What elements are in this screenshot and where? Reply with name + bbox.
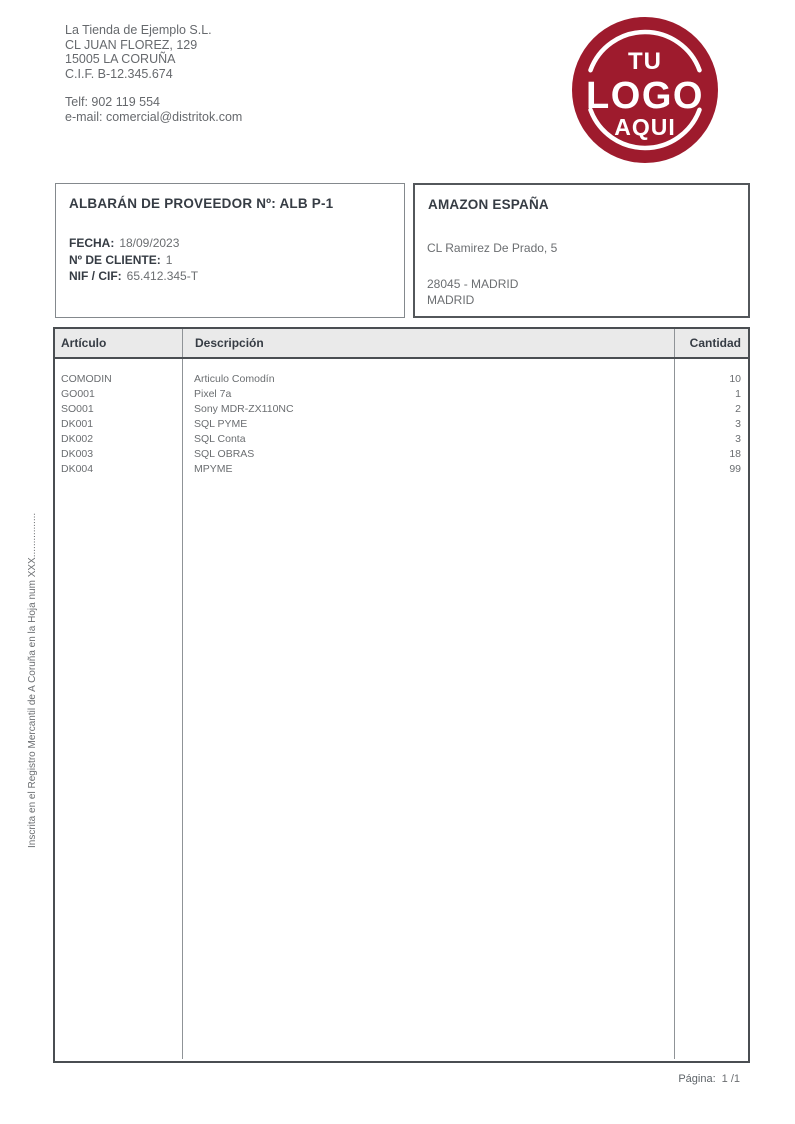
- customer-address: CL Ramirez De Prado, 5: [427, 241, 558, 255]
- company-cif: C.I.F. B-12.345.674: [65, 66, 173, 81]
- items-table-header: [55, 329, 748, 359]
- table-row: [55, 417, 748, 432]
- field-fecha-value: 18/09/2023: [119, 236, 180, 250]
- cell-cantidad: 1: [735, 388, 741, 400]
- field-nif: [69, 268, 198, 285]
- customer-name: AMAZON ESPAÑA: [428, 197, 549, 212]
- delivery-note-box: [55, 183, 405, 318]
- cell-descripcion: Pixel 7a: [194, 388, 232, 400]
- delivery-note-title: ALBARÁN DE PROVEEDOR Nº: ALB P-1: [69, 196, 334, 211]
- company-name: La Tienda de Ejemplo S.L.: [65, 23, 212, 37]
- table-row: [55, 462, 748, 477]
- cell-descripcion: MPYME: [194, 463, 233, 475]
- company-email: e-mail: comercial@distritok.com: [65, 109, 243, 124]
- customer-box: [413, 183, 750, 318]
- cell-cantidad: 3: [735, 418, 741, 430]
- cell-descripcion: Sony MDR-ZX110NC: [194, 403, 294, 415]
- registry-note: Inscrita en el Registro Mercantil de A Coruña en la Hoja num XXX................: [27, 512, 38, 848]
- logo-text-line2: LOGO: [586, 75, 704, 117]
- cell-articulo: SO001: [61, 403, 94, 415]
- column-divider: [182, 359, 183, 1059]
- cell-articulo: GO001: [61, 388, 95, 400]
- field-nif-value: 65.412.345-T: [126, 269, 199, 283]
- column-divider: [674, 359, 675, 1059]
- table-row: [55, 447, 748, 462]
- customer-location: [427, 276, 518, 308]
- page-footer: [678, 1073, 740, 1085]
- field-cliente-value: 1: [165, 252, 173, 267]
- header-descripcion: Descripción: [182, 329, 675, 357]
- company-info: [65, 23, 242, 125]
- cell-cantidad: 18: [729, 448, 741, 460]
- items-table: [53, 327, 750, 1063]
- cell-cantidad: 3: [735, 433, 741, 445]
- table-row: [55, 402, 748, 417]
- company-address-city: 15005 LA CORUÑA: [65, 52, 176, 67]
- cell-articulo: DK004: [61, 463, 94, 475]
- table-row: [55, 432, 748, 447]
- cell-descripcion: SQL Conta: [194, 433, 246, 445]
- company-phone: Telf: 902 119 554: [65, 95, 160, 110]
- cell-articulo: DK001: [61, 418, 94, 430]
- header-articulo: Artículo: [61, 336, 107, 350]
- company-logo: [572, 17, 718, 163]
- header-cantidad: Cantidad: [689, 336, 741, 350]
- field-fecha-label: FECHA:: [69, 236, 115, 250]
- table-row: [55, 387, 748, 402]
- customer-postal-city: 28045 - MADRID: [427, 277, 519, 291]
- cell-cantidad: 2: [735, 403, 741, 415]
- cell-articulo: DK003: [61, 448, 94, 460]
- items-table-body: [55, 359, 748, 1059]
- table-row: [55, 372, 748, 387]
- field-cliente: [69, 252, 198, 269]
- field-nif-label: NIF / CIF:: [69, 269, 122, 283]
- cell-cantidad: 10: [729, 373, 741, 385]
- logo-text-line1: TU: [628, 48, 662, 75]
- cell-articulo: DK002: [61, 433, 94, 445]
- cell-articulo: COMODIN: [61, 373, 112, 385]
- page-number-label: Página:: [678, 1073, 716, 1085]
- logo-text-line3: AQUI: [614, 114, 676, 140]
- page-number-value: 1 /1: [721, 1073, 740, 1085]
- cell-descripcion: SQL OBRAS: [194, 448, 255, 460]
- field-cliente-label: Nº DE CLIENTE:: [69, 252, 161, 267]
- field-fecha: [69, 235, 198, 252]
- delivery-note-fields: [69, 235, 198, 285]
- cell-descripcion: Articulo Comodín: [194, 373, 275, 385]
- company-address-street: CL JUAN FLOREZ, 129: [65, 37, 198, 52]
- cell-descripcion: SQL PYME: [194, 418, 248, 430]
- cell-cantidad: 99: [729, 463, 741, 475]
- customer-province: MADRID: [427, 293, 475, 307]
